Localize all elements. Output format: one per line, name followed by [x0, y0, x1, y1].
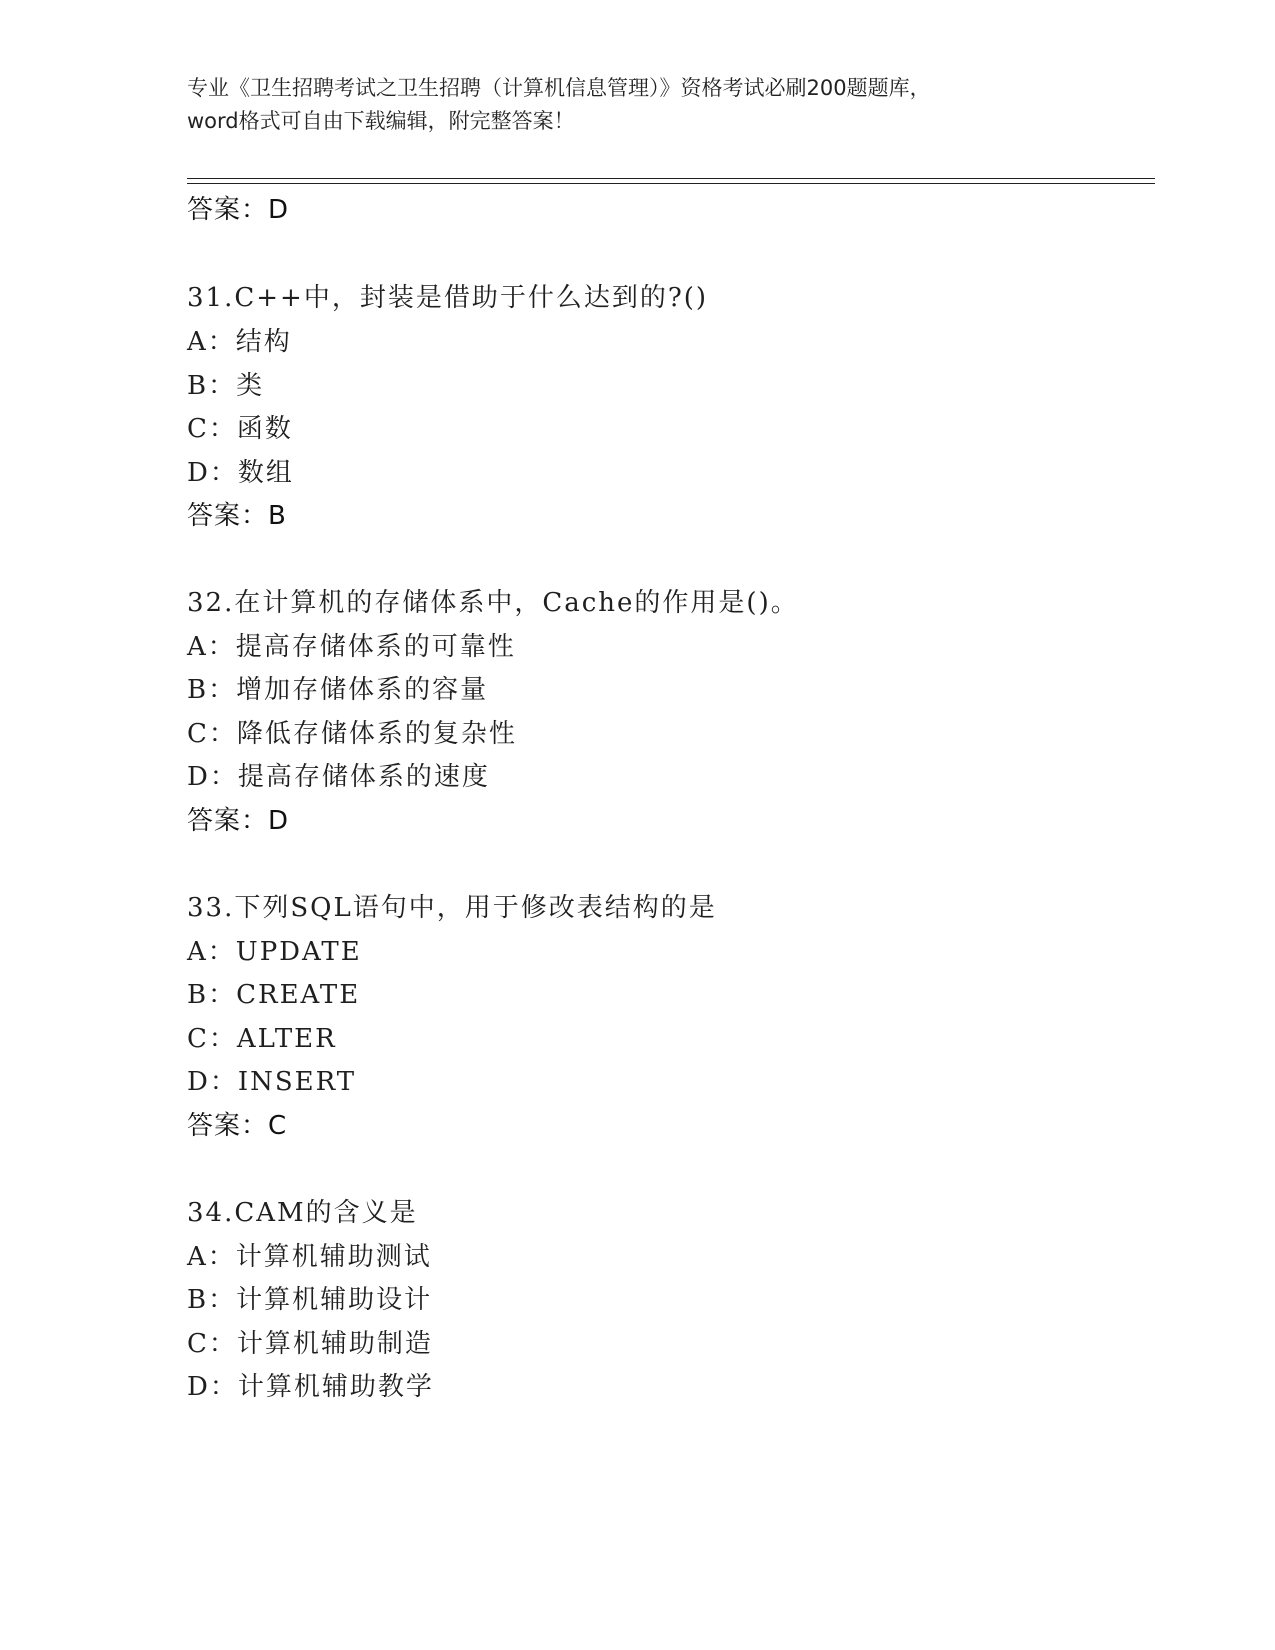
question-34-option-a: A：计算机辅助测试 — [187, 1242, 432, 1272]
question-33-option-c: C：ALTER — [187, 1024, 337, 1054]
question-34-option-d: D：计算机辅助教学 — [187, 1372, 434, 1402]
question-32-option-c: C：降低存储体系的复杂性 — [187, 719, 517, 749]
previous-answer: 答案：D — [187, 195, 290, 225]
question-32-option-b: B：增加存储体系的容量 — [187, 675, 489, 705]
question-32-option-d: D：提高存储体系的速度 — [187, 762, 490, 792]
header-divider-top — [187, 178, 1155, 179]
header-line-2: word格式可自由下载编辑，附完整答案！ — [187, 109, 575, 133]
question-32-stem: 32.在计算机的存储体系中，Cache的作用是()。 — [187, 588, 799, 618]
question-34-stem: 34.CAM的含义是 — [187, 1198, 418, 1228]
header-line-1: 专业《卫生招聘考试之卫生招聘（计算机信息管理）》资格考试必刷200题题库， — [187, 76, 931, 100]
question-33-answer: 答案：C — [187, 1111, 288, 1141]
question-31-option-d: D：数组 — [187, 458, 294, 488]
question-31-answer: 答案：B — [187, 501, 287, 531]
question-32-answer: 答案：D — [187, 806, 290, 836]
question-32-option-a: A：提高存储体系的可靠性 — [187, 632, 516, 662]
question-31-option-c: C：函数 — [187, 414, 293, 444]
header-divider-bottom — [187, 183, 1155, 184]
question-34-option-c: C：计算机辅助制造 — [187, 1329, 433, 1359]
question-31-option-b: B：类 — [187, 371, 265, 401]
question-31-stem: 31.C++中，封装是借助于什么达到的?() — [187, 283, 709, 313]
question-33-option-a: A：UPDATE — [187, 937, 362, 967]
question-33-option-d: D：INSERT — [187, 1067, 357, 1097]
document-header — [187, 72, 1087, 138]
question-34-option-b: B：计算机辅助设计 — [187, 1285, 433, 1315]
question-31-option-a: A：结构 — [187, 327, 292, 357]
question-33-option-b: B：CREATE — [187, 980, 361, 1010]
question-33-stem: 33.下列SQL语句中，用于修改表结构的是 — [187, 893, 717, 923]
